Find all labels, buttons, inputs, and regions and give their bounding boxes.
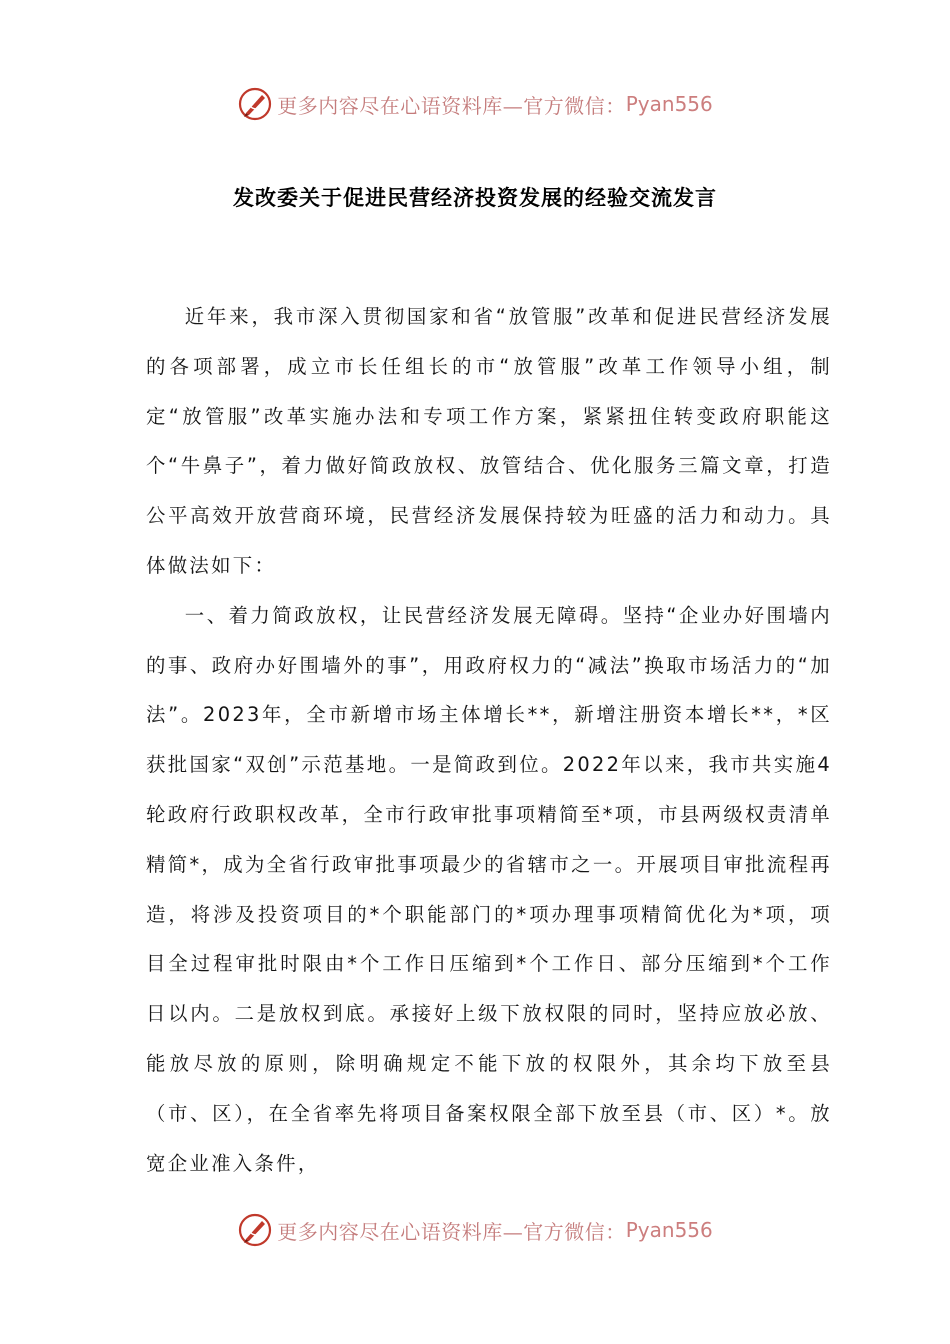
- watermark-banner-bottom: [0, 1208, 950, 1252]
- paragraph-section-one: 一、着力简政放权，让民营经济发展无障碍。坚持“企业办好围墙内的事、政府办好围墙外的事”，用政府权力的“减法”换取市场活力的“加法”。2023年，全市新增市场主体增长**，新增注册资本增长**，*区获批国家“双创”示范基地。一是简政到位。2022年以来，我市共实施4轮政府行政职权改革，全市行政审批事项精简至*项，市县两级权责清单精简*，成为全省行政审批事项最少的省辖市之一。开展项目审批流程再造，将涉及投资项目的*个职能部门的*项办理事项精简优化为*项，项目全过程审批时限由*个工作日压缩到*个工作日、部分压缩到*个工作日以内。二是放权到底。承接好上级下放权限的同时，坚持应放必放、能放尽放的原则，除明确规定不能下放的权限外，其余均下放至县（市、区），在全省率先将项目备案权限全部下放至县（市、区）*。放宽企业准入条件，: [146, 603, 832, 1175]
- brush-pen-logo-icon: [237, 86, 273, 122]
- watermark-wechat-id: Pyan556: [625, 92, 713, 116]
- paragraph-intro: 近年来，我市深入贯彻国家和省“放管服”改革和促进民营经济发展的各项部署，成立市长任组长的市“放管服”改革工作领导小组，制定“放管服”改革实施办法和专项工作方案，紧紧扭住转变政府职能这个“牛鼻子”，着力做好简政放权、放管结合、优化服务三篇文章，打造公平高效开放营商环境，民营经济发展保持较为旺盛的活力和动力。具体做法如下：: [146, 305, 832, 577]
- brush-pen-logo-icon: [237, 1212, 273, 1248]
- document-title: 发改委关于促进民营经济投资发展的经验交流发言: [233, 186, 717, 210]
- document-body: [146, 292, 832, 1188]
- watermark-text: 更多内容尽在心语资料库—官方微信：: [277, 93, 626, 118]
- watermark-text: 更多内容尽在心语资料库—官方微信：: [277, 1219, 626, 1244]
- watermark-banner-top: [0, 82, 950, 126]
- watermark-wechat-id: Pyan556: [625, 1218, 713, 1242]
